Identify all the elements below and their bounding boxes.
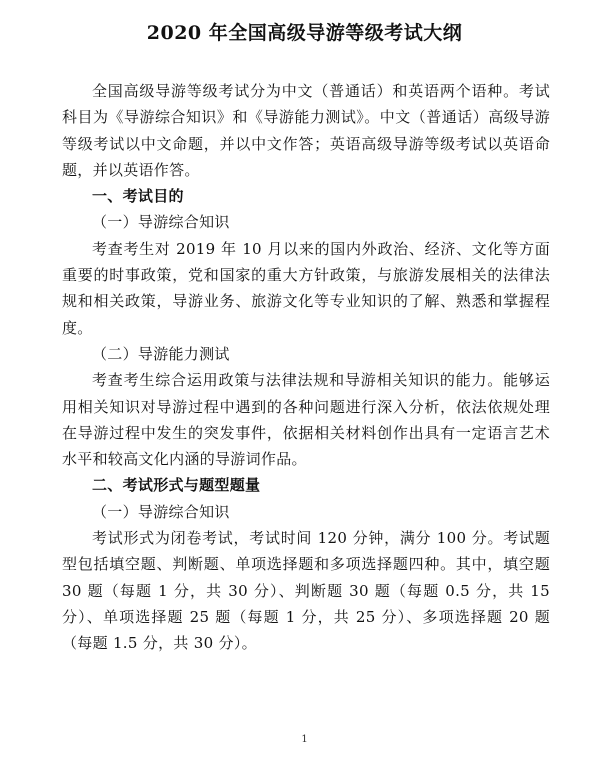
document-body (62, 78, 550, 657)
page-number: 1 (301, 734, 308, 745)
section-1-sub-1-paragraph: 考查考生对 2019 年 10 月以来的国内外政治、经济、文化等方面重要的时事政策，党和国家的重大方针政策，与旅游发展相关的法律法规和相关政策，导游业务、旅游文化等专业知识的了解、熟悉和掌握程度。 (62, 239, 550, 337)
document-title: 2020 年全国高级导游等级考试大纲 (146, 22, 463, 44)
intro-paragraph: 全国高级导游等级考试分为中文（普通话）和英语两个语种。考试科目为《导游综合知识》和《导游能力测试》。中文（普通话）高级导游等级考试以中文命题，并以中文作答；英语高级导游等级考试以英语命题，并以英语作答。 (62, 82, 550, 179)
section-2-heading: 二、考试形式与题型题量 (92, 476, 261, 495)
section-1-heading: 一、考试目的 (92, 187, 184, 206)
section-2-sub-1-heading: （一）导游综合知识 (92, 502, 230, 521)
section-1-sub-2-paragraph: 考查考生综合运用政策与法律法规和导游相关知识的能力。能够运用相关知识对导游过程中遇到的各种问题进行深入分析，依法依规处理在导游过程中发生的突发事件，依据相关材料创作出具有一定语言艺术水平和较高文化内涵的导游词作品。 (62, 371, 550, 469)
section-1-sub-2-heading: （二）导游能力测试 (92, 344, 230, 363)
section-1-sub-1-heading: （一）导游综合知识 (92, 213, 230, 232)
section-2-sub-1-paragraph: 考试形式为闭卷考试，考试时间 120 分钟，满分 100 分。考试题型包括填空题、判断题、单项选择题和多项选择题四种。其中，填空题 30 题（每题 1 分，共 30 分）、判断题 30 题（每题 0.5 分，共 15 分）、单项选择题 25 题（每题 1 分，共 25 分）、多项选择题 20 题（每题 1.5 分，共 30 分）。 (62, 529, 550, 653)
